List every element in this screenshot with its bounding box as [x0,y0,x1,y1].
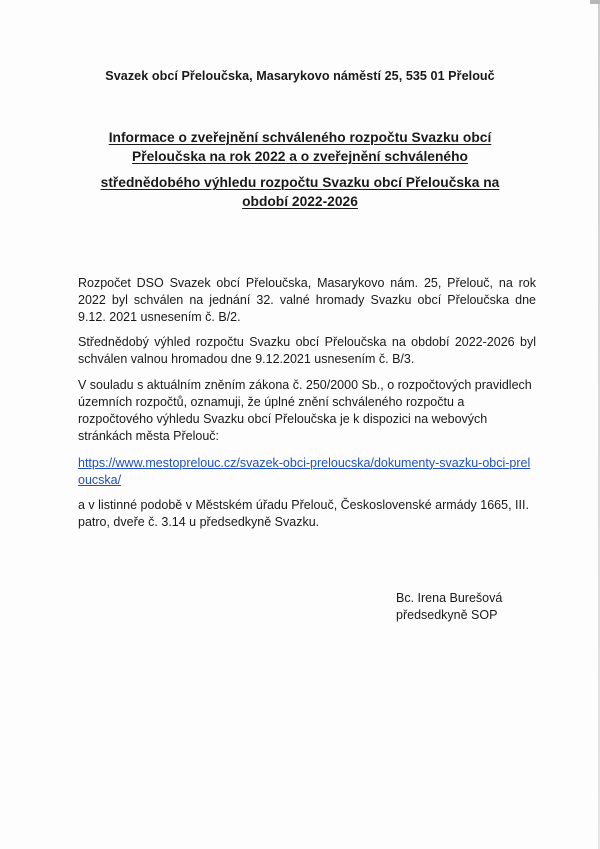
signature-block [396,590,502,624]
documents-web-link[interactable]: https://www.mestoprelouc.cz/svazek-obci-preloucska/dokumenty-svazku-obci-preloucska/ [78,456,531,487]
signatory-name: Bc. Irena Burešová [396,591,503,605]
document-title-line-1: Informace o zveřejnění schváleného rozpočtu Svazku obcí Přeloučska na rok 2022 a o zveřejnění schváleného [108,130,492,164]
scan-corner-mark [590,0,600,4]
paragraph-physical-location: a v listinné podobě v Městském úřadu Přelouč, Československé armády 1665, III. patro, dveře č. 3.14 u předsedkyně Svazku. [78,498,529,529]
signatory-role: předsedkyně SOP [396,608,498,622]
paragraph-budget-approval: Rozpočet DSO Svazek obcí Přeloučska, Masarykovo nám. 25, Přelouč, na rok 2022 byl schválen na jednání 32. valné hromady Svazku obcí Přeloučska dne 9.12. 2021 usnesením č. B/2. [78,276,536,324]
paragraph-outlook-approval: Střednědobý výhled rozpočtu Svazku obcí Přeloučska na období 2022-2026 byl schválen valnou hromadou dne 9.12.2021 usnesením č. B/3. [78,335,536,366]
document-title-line-2: střednědobého výhledu rozpočtu Svazku obcí Přeloučska na období 2022-2026 [100,175,500,209]
organization-header: Svazek obcí Přeloučska, Masarykovo náměstí 25, 535 01 Přelouč [105,69,495,83]
paragraph-legal-notice: V souladu s aktuálním zněním zákona č. 250/2000 Sb., o rozpočtových pravidlech územních rozpočtů, oznamuji, že úplné znění schváleného rozpočtu a rozpočtového výhledu Svazku obcí Přeloučska je k dispozici na webových stránkách města Přelouč: [78,378,532,443]
